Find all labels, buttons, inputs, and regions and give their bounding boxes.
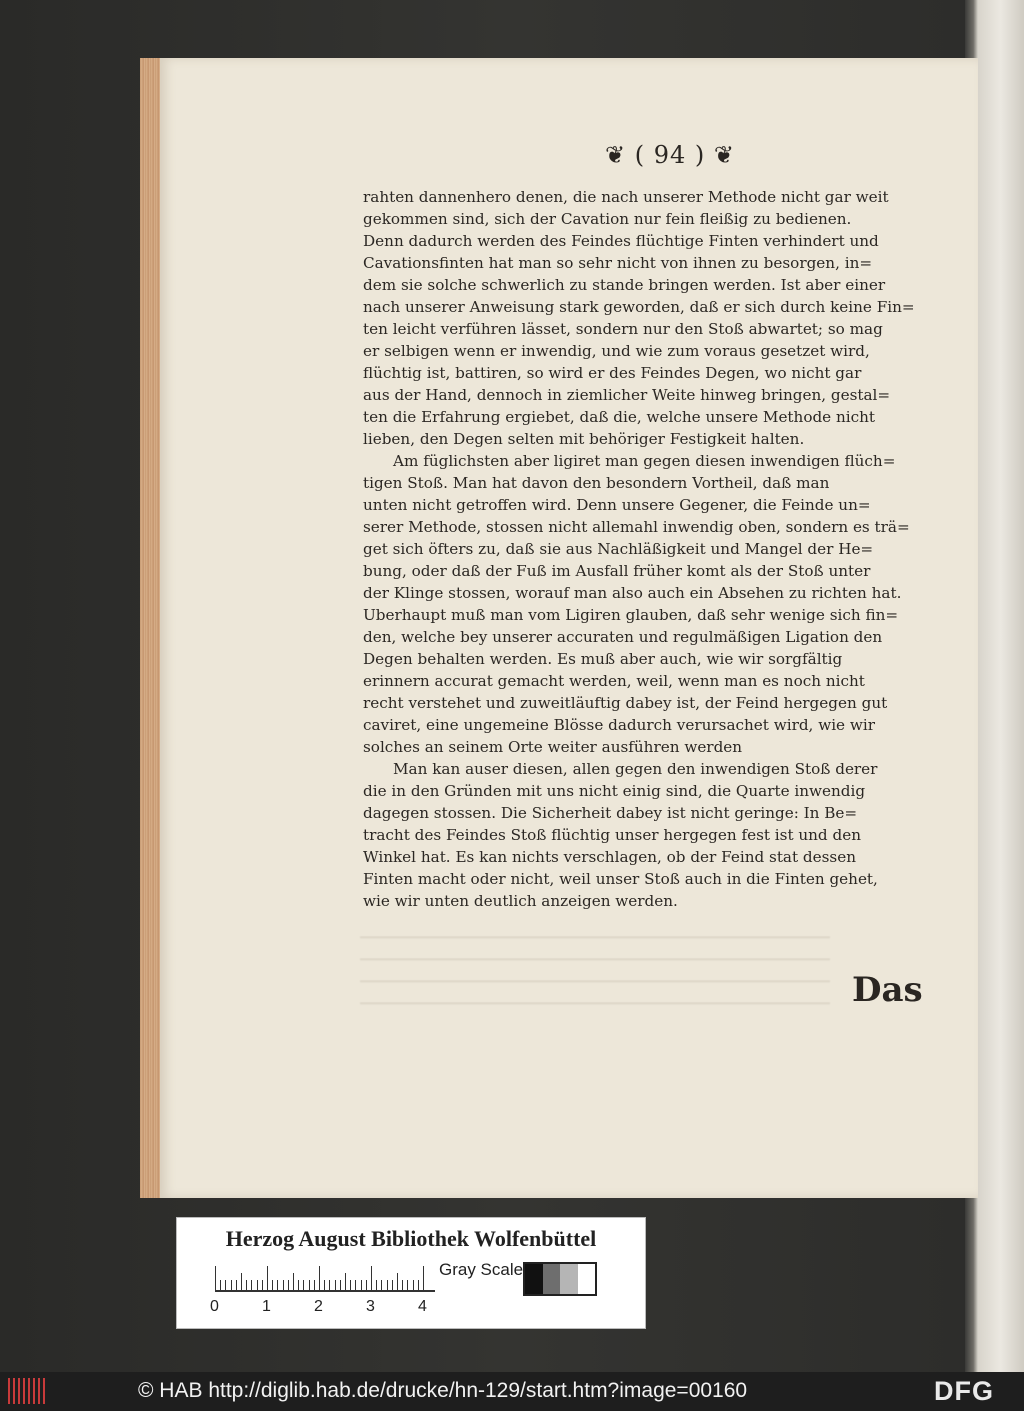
ruler-tick: [329, 1280, 330, 1290]
ruler-tick: [262, 1280, 263, 1290]
ruler-tick: [361, 1280, 362, 1290]
text-line: recht verstehet und zuweitläuftig dabey ist, der Feind hergegen gut: [363, 694, 888, 712]
text-line: tigen Stoß. Man hat davon den besondern Vortheil, daß man: [363, 474, 830, 492]
page-text: [363, 186, 927, 912]
text-line: aus der Hand, dennoch in ziemlicher Weite hinweg bringen, gestal=: [363, 386, 891, 404]
ruler-tick: [319, 1266, 320, 1290]
text-line: solches an seinem Orte weiter ausführen werden: [363, 738, 743, 756]
ruler-tick: [423, 1266, 424, 1290]
text-line: wie wir unten deutlich anzeigen werden.: [363, 892, 678, 910]
ruler-tick: [277, 1280, 278, 1290]
ruler-tick: [309, 1280, 310, 1290]
gray-scale-label: Gray Scale: [439, 1260, 524, 1279]
text-line: die in den Gründen mit uns nicht einig sind, die Quarte inwendig: [363, 782, 866, 800]
ruler-tick: [350, 1280, 351, 1290]
text-line: dem sie solche schwerlich zu stande bringen werden. Ist aber einer: [363, 276, 886, 294]
ruler-label: 0: [210, 1298, 219, 1315]
ruler-tick: [288, 1280, 289, 1290]
dfg-logo: DFG: [934, 1376, 994, 1406]
text-line: ten die Erfahrung ergiebet, daß die, welche unsere Methode nicht: [363, 408, 876, 426]
ruler-tick: [407, 1280, 408, 1290]
text-line: er selbigen wenn er inwendig, und wie zum voraus gesetzet wird,: [363, 342, 870, 360]
ruler-label: 2: [314, 1298, 323, 1315]
ruler: [215, 1264, 435, 1292]
ruler-tick: [381, 1280, 382, 1290]
text-line: den, welche bey unserer accuraten und regulmäßigen Ligation den: [363, 628, 883, 646]
ruler-tick: [251, 1280, 252, 1290]
footer-bar: [0, 1372, 1024, 1411]
text-line: Cavationsfinten hat man so sehr nicht von ihnen zu besorgen, in=: [363, 254, 873, 272]
ruler-tick: [298, 1280, 299, 1290]
text-line: serer Methode, stossen nicht allemahl inwendig oben, sondern es trä=: [363, 518, 910, 536]
ruler-tick: [392, 1280, 393, 1290]
text-line: Winkel hat. Es kan nichts verschlagen, ob der Feind stat dessen: [363, 848, 856, 866]
text-line: lieben, den Degen selten mit behöriger Festigkeit halten.: [363, 430, 805, 448]
ruler-tick: [402, 1280, 403, 1290]
text-line: der Klinge stossen, worauf man also auch ein Absehen zu richten hat.: [363, 584, 902, 602]
text-line: ten leicht verführen lässet, sondern nur den Stoß abwartet; so mag: [363, 320, 883, 338]
text-line: rahten dannenhero denen, die nach unserer Methode nicht gar weit: [363, 188, 889, 206]
library-name: Herzog August Bibliothek Wolfenbüttel: [225, 1226, 597, 1251]
ruler-tick: [215, 1266, 216, 1290]
page-header: ❦ ( 94 ) ❦: [605, 141, 735, 169]
ruler-tick: [366, 1280, 367, 1290]
ruler-tick: [335, 1280, 336, 1290]
ruler-tick: [376, 1280, 377, 1290]
text-line: get sich öfters zu, daß sie aus Nachläßigkeit und Mangel der He=: [363, 540, 874, 558]
text-line: nach unserer Anweisung stark geworden, daß er sich durch keine Fin=: [363, 298, 915, 316]
text-line: Denn dadurch werden des Feindes flüchtige Finten verhindert und: [363, 232, 879, 250]
gray-scale-swatch: [523, 1262, 597, 1296]
text-line: Degen behalten werden. Es muß aber auch, wie wir sorgfältig: [363, 650, 843, 668]
text-line: tracht des Feindes Stoß flüchtig unser hergegen fest ist und den: [363, 826, 861, 844]
text-line: Finten macht oder nicht, weil unser Stoß auch in die Finten gehet,: [363, 870, 878, 888]
gray-swatch: [543, 1264, 561, 1294]
ruler-tick: [355, 1280, 356, 1290]
ruler-tick: [418, 1280, 419, 1290]
text-line: caviret, eine ungemeine Blösse dadurch verursachet wird, wie wir: [363, 716, 875, 734]
text-line: unten nicht getroffen wird. Denn unsere Gegener, die Feinde un=: [363, 496, 871, 514]
text-line: flüchtig ist, battiren, so wird er des Feindes Degen, wo nicht gar: [363, 364, 862, 382]
text-line: bung, oder daß der Fuß im Ausfall früher komt als der Stoß unter: [363, 562, 871, 580]
ruler-tick: [314, 1280, 315, 1290]
text-line: dagegen stossen. Die Sicherheit dabey ist nicht geringe: In Be=: [363, 804, 858, 822]
ruler-tick: [303, 1280, 304, 1290]
ruler-tick: [340, 1280, 341, 1290]
ruler-label: 1: [262, 1298, 271, 1315]
ruler-tick: [387, 1280, 388, 1290]
text-line: gekommen sind, sich der Cavation nur fein fleißig zu bedienen.: [363, 210, 852, 228]
show-through-text: [360, 928, 830, 1008]
ruler-tick: [236, 1280, 237, 1290]
ruler-tick: [371, 1266, 372, 1290]
barcode-icon: [8, 1378, 48, 1404]
ruler-tick: [257, 1280, 258, 1290]
gray-swatch: [578, 1264, 596, 1294]
text-line: Am füglichsten aber ligiret man gegen diesen inwendigen flüch=: [393, 452, 896, 470]
ruler-tick: [225, 1280, 226, 1290]
library-card: [176, 1217, 646, 1329]
ruler-tick: [345, 1273, 346, 1290]
ruler-tick: [231, 1280, 232, 1290]
ruler-tick: [267, 1266, 268, 1290]
ruler-label: 4: [418, 1298, 427, 1315]
ruler-tick: [246, 1280, 247, 1290]
ruler-tick: [283, 1280, 284, 1290]
ruler-label: 3: [366, 1298, 375, 1315]
ruler-tick: [397, 1273, 398, 1290]
ruler-tick: [324, 1280, 325, 1290]
ruler-tick: [293, 1273, 294, 1290]
ruler-tick: [241, 1273, 242, 1290]
gray-swatch: [560, 1264, 578, 1294]
text-line: Man kan auser diesen, allen gegen den inwendigen Stoß derer: [393, 760, 878, 778]
catchword: Das: [852, 970, 923, 1010]
ruler-tick: [220, 1280, 221, 1290]
text-line: erinnern accurat gemacht werden, weil, wenn man es noch nicht: [363, 672, 865, 690]
ruler-tick: [272, 1280, 273, 1290]
gray-swatch: [525, 1264, 543, 1294]
footer-url[interactable]: © HAB http://diglib.hab.de/drucke/hn-129/start.htm?image=00160: [138, 1379, 748, 1402]
text-line: Uberhaupt muß man vom Ligiren glauben, daß sehr wenige sich fin=: [363, 606, 899, 624]
ruler-tick: [413, 1280, 414, 1290]
